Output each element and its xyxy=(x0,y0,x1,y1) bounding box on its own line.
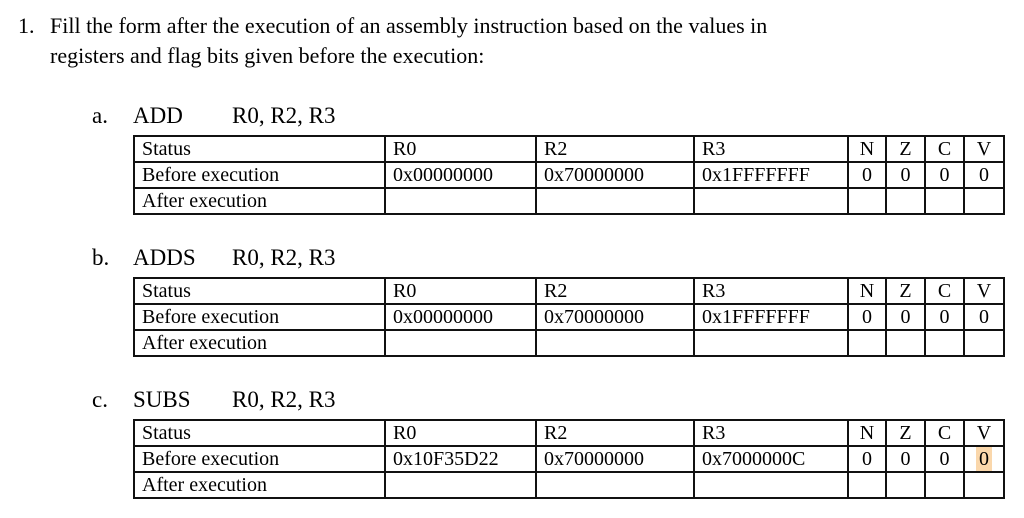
before-execution-row xyxy=(134,446,1004,472)
r3-before-value: 0x1FFFFFFF xyxy=(694,304,848,330)
r2-before-value: 0x70000000 xyxy=(536,162,694,188)
r2-after-empty-cell xyxy=(536,188,694,214)
r2-before-value: 0x70000000 xyxy=(536,304,694,330)
r0-after-empty-cell xyxy=(385,472,536,498)
after-execution-row xyxy=(134,472,1004,498)
z-flag-before-value: 0 xyxy=(886,304,925,330)
item-label-a: a. xyxy=(92,103,108,128)
v-flag-after-empty-cell xyxy=(964,330,1004,356)
col-header-v-flag: V xyxy=(964,420,1004,446)
highlight-mark: 0 xyxy=(976,447,992,471)
r3-after-empty-cell xyxy=(694,472,848,498)
problem-section-c xyxy=(0,387,1024,499)
question-intro xyxy=(18,11,1024,71)
question-text-line1: Fill the form after the execution of an assembly instruction based on the values in xyxy=(50,13,768,38)
col-header-r2: R2 xyxy=(536,136,694,162)
after-execution-row xyxy=(134,330,1004,356)
instruction-heading-c xyxy=(92,387,1024,413)
col-header-n-flag: N xyxy=(848,136,886,162)
r0-before-value: 0x00000000 xyxy=(385,304,536,330)
r0-before-value: 0x10F35D22 xyxy=(385,446,536,472)
row-label-before: Before execution xyxy=(134,304,385,330)
item-label-c: c. xyxy=(92,387,108,412)
z-flag-after-empty-cell xyxy=(886,330,925,356)
col-header-r0: R0 xyxy=(385,420,536,446)
col-header-z-flag: Z xyxy=(886,420,925,446)
col-header-z-flag: Z xyxy=(886,136,925,162)
item-label-b: b. xyxy=(92,245,110,270)
col-header-r3: R3 xyxy=(694,278,848,304)
col-header-r2: R2 xyxy=(536,420,694,446)
r0-after-empty-cell xyxy=(385,188,536,214)
col-header-v-flag: V xyxy=(964,136,1004,162)
r3-after-empty-cell xyxy=(694,188,848,214)
row-label-after: After execution xyxy=(134,472,385,498)
n-flag-after-empty-cell xyxy=(848,188,886,214)
n-flag-before-value: 0 xyxy=(848,162,886,188)
r2-after-empty-cell xyxy=(536,330,694,356)
col-header-v-flag: V xyxy=(964,278,1004,304)
n-flag-after-empty-cell xyxy=(848,330,886,356)
header-row xyxy=(134,420,1004,446)
c-flag-before-value: 0 xyxy=(925,162,964,188)
question-text xyxy=(50,11,990,71)
instruction-mnemonic-b: ADDS xyxy=(133,245,196,270)
z-flag-after-empty-cell xyxy=(886,472,925,498)
r0-after-empty-cell xyxy=(385,330,536,356)
instruction-operands-c: R0, R2, R3 xyxy=(232,387,336,412)
z-flag-before-value: 0 xyxy=(886,446,925,472)
col-header-n-flag: N xyxy=(848,420,886,446)
col-header-status: Status xyxy=(134,420,385,446)
z-flag-after-empty-cell xyxy=(886,188,925,214)
r3-after-empty-cell xyxy=(694,330,848,356)
col-header-status: Status xyxy=(134,136,385,162)
n-flag-before-value: 0 xyxy=(848,446,886,472)
z-flag-before-value: 0 xyxy=(886,162,925,188)
row-label-after: After execution xyxy=(134,330,385,356)
instruction-heading-a xyxy=(92,103,1024,129)
v-flag-after-empty-cell xyxy=(964,472,1004,498)
v-flag-before-value-highlighted xyxy=(964,446,1004,472)
question-number: 1. xyxy=(18,13,35,38)
col-header-c-flag: C xyxy=(925,278,964,304)
c-flag-before-value: 0 xyxy=(925,304,964,330)
before-execution-row xyxy=(134,304,1004,330)
n-flag-after-empty-cell xyxy=(848,472,886,498)
r2-after-empty-cell xyxy=(536,472,694,498)
col-header-r0: R0 xyxy=(385,278,536,304)
r3-before-value: 0x1FFFFFFF xyxy=(694,162,848,188)
c-flag-before-value: 0 xyxy=(925,446,964,472)
header-row xyxy=(134,136,1004,162)
v-flag-before-value: 0 xyxy=(964,162,1004,188)
before-execution-row xyxy=(134,162,1004,188)
register-table-c xyxy=(133,419,1005,499)
instruction-mnemonic-c: SUBS xyxy=(133,387,191,412)
header-row xyxy=(134,278,1004,304)
col-header-r3: R3 xyxy=(694,420,848,446)
c-flag-after-empty-cell xyxy=(925,472,964,498)
row-label-after: After execution xyxy=(134,188,385,214)
col-header-c-flag: C xyxy=(925,420,964,446)
n-flag-before-value: 0 xyxy=(848,304,886,330)
col-header-r2: R2 xyxy=(536,278,694,304)
question-text-line2: registers and flag bits given before the execution: xyxy=(50,43,485,68)
col-header-r3: R3 xyxy=(694,136,848,162)
col-header-c-flag: C xyxy=(925,136,964,162)
register-table-b xyxy=(133,277,1005,357)
r2-before-value: 0x70000000 xyxy=(536,446,694,472)
col-header-status: Status xyxy=(134,278,385,304)
register-table-a xyxy=(133,135,1005,215)
v-flag-after-empty-cell xyxy=(964,188,1004,214)
col-header-n-flag: N xyxy=(848,278,886,304)
c-flag-after-empty-cell xyxy=(925,188,964,214)
instruction-operands-b: R0, R2, R3 xyxy=(232,245,336,270)
problem-section-b xyxy=(0,245,1024,357)
v-flag-before-value: 0 xyxy=(964,304,1004,330)
problem-section-a xyxy=(0,103,1024,215)
col-header-r0: R0 xyxy=(385,136,536,162)
instruction-mnemonic-a: ADD xyxy=(133,103,183,128)
col-header-z-flag: Z xyxy=(886,278,925,304)
instruction-operands-a: R0, R2, R3 xyxy=(232,103,336,128)
after-execution-row xyxy=(134,188,1004,214)
instruction-heading-b xyxy=(92,245,1024,271)
r3-before-value: 0x7000000C xyxy=(694,446,848,472)
row-label-before: Before execution xyxy=(134,446,385,472)
r0-before-value: 0x00000000 xyxy=(385,162,536,188)
row-label-before: Before execution xyxy=(134,162,385,188)
c-flag-after-empty-cell xyxy=(925,330,964,356)
